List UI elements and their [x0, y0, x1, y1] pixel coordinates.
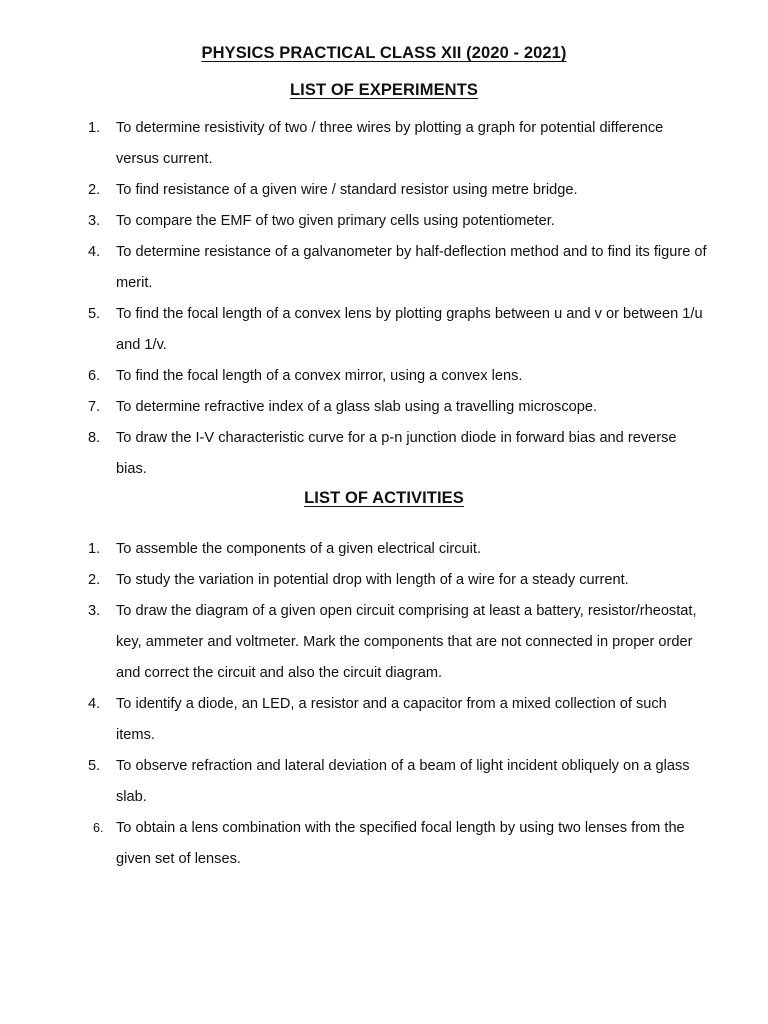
item-number: 1. [88, 541, 101, 557]
experiment-item [0, 113, 768, 175]
item-text: To draw the I-V characteristic curve for a p-n junction diode in forward bias and reverse bias. [116, 430, 677, 477]
activity-item [0, 689, 768, 751]
item-text: To identify a diode, an LED, a resistor and a capacitor from a mixed collection of such items. [116, 696, 667, 743]
item-text: To find the focal length of a convex lens by plotting graphs between u and v or between 1/u and 1/v. [116, 306, 703, 353]
item-number: 2. [88, 572, 101, 588]
item-number: 8. [88, 430, 101, 446]
item-text: To find the focal length of a convex mirror, using a convex lens. [116, 368, 523, 384]
item-text: To assemble the components of a given electrical circuit. [116, 541, 482, 557]
item-number: 2. [88, 182, 101, 198]
item-number: 7. [88, 399, 101, 415]
item-text: To compare the EMF of two given primary cells using potentiometer. [116, 213, 555, 229]
item-number: 3. [88, 213, 101, 229]
experiment-item [0, 392, 768, 423]
activity-item [0, 596, 768, 689]
item-text: To determine refractive index of a glass slab using a travelling microscope. [116, 399, 598, 415]
item-text: To draw the diagram of a given open circuit comprising at least a battery, resistor/rheostat, key, ammeter and voltmeter. Mark the components that are not connected in proper order and correct the circuit and also the circuit diagram. [116, 603, 697, 681]
item-text: To study the variation in potential drop with length of a wire for a steady current. [116, 572, 629, 588]
activity-item [0, 534, 768, 565]
experiment-item [0, 299, 768, 361]
item-number: 4. [88, 696, 101, 712]
activity-item [0, 751, 768, 813]
item-number: 5. [88, 758, 101, 774]
experiment-item [0, 237, 768, 299]
activities-heading: LIST OF ACTIVITIES [304, 489, 464, 507]
page-title: PHYSICS PRACTICAL CLASS XII (2020 - 2021) [201, 44, 567, 62]
activity-item [0, 813, 768, 875]
item-number: 4. [88, 244, 101, 260]
activity-item [0, 565, 768, 596]
item-text: To determine resistivity of two / three wires by plotting a graph for potential difference versus current. [116, 120, 664, 167]
experiments-list [0, 113, 768, 485]
item-number: 6. [88, 368, 101, 384]
experiment-item [0, 361, 768, 392]
item-text: To observe refraction and lateral deviation of a beam of light incident obliquely on a glass slab. [116, 758, 690, 805]
item-number: 5. [88, 306, 101, 322]
activities-list [0, 534, 768, 875]
item-text: To find resistance of a given wire / standard resistor using metre bridge. [116, 182, 578, 198]
experiment-item [0, 175, 768, 206]
item-number: 3. [88, 603, 101, 619]
item-text: To obtain a lens combination with the specified focal length by using two lenses from the given set of lenses. [116, 820, 685, 867]
item-number: 1. [88, 120, 101, 136]
experiment-item [0, 423, 768, 485]
item-number: 6. [93, 821, 104, 835]
experiments-heading: LIST OF EXPERIMENTS [289, 81, 478, 99]
experiment-item [0, 206, 768, 237]
item-text: To determine resistance of a galvanometer by half-deflection method and to find its figure of merit. [116, 244, 707, 291]
